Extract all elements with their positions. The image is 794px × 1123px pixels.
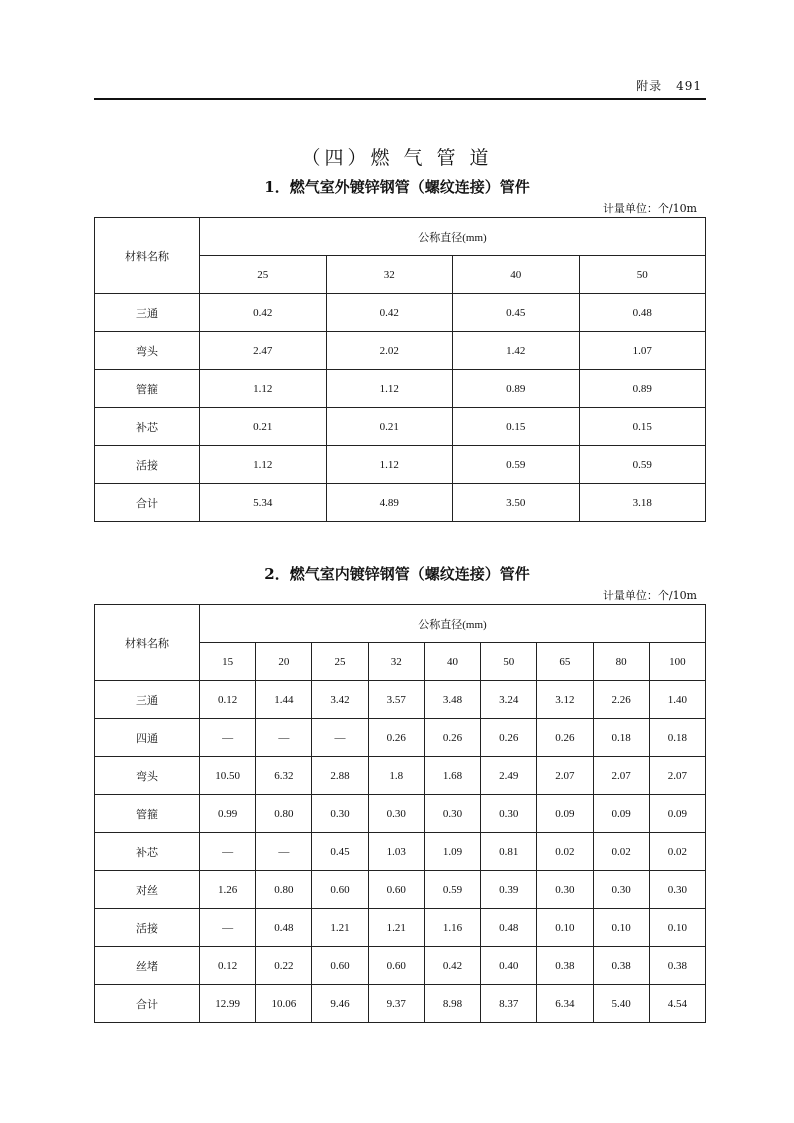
quantity-cell: 0.30 bbox=[481, 795, 537, 833]
material-name: 四通 bbox=[95, 719, 200, 757]
quantity-cell: 0.89 bbox=[579, 370, 706, 408]
material-name: 补芯 bbox=[95, 833, 200, 871]
material-name: 对丝 bbox=[95, 871, 200, 909]
quantity-cell: 0.30 bbox=[424, 795, 480, 833]
material-name: 三通 bbox=[95, 294, 200, 332]
quantity-cell: 0.02 bbox=[593, 833, 649, 871]
quantity-cell: 1.16 bbox=[424, 909, 480, 947]
quantity-cell: 0.45 bbox=[453, 294, 580, 332]
header-rule bbox=[94, 98, 706, 100]
quantity-cell: 0.30 bbox=[312, 795, 368, 833]
quantity-cell: 12.99 bbox=[200, 985, 256, 1023]
table-row bbox=[95, 370, 706, 408]
diameter-header: 100 bbox=[649, 643, 705, 681]
quantity-cell: 0.89 bbox=[453, 370, 580, 408]
section-title: （四）燃 气 管 道 bbox=[301, 147, 493, 169]
quantity-cell: — bbox=[200, 833, 256, 871]
quantity-cell: 0.12 bbox=[200, 681, 256, 719]
quantity-cell: — bbox=[312, 719, 368, 757]
quantity-cell: 0.48 bbox=[579, 294, 706, 332]
material-name: 活接 bbox=[95, 446, 200, 484]
quantity-cell: 0.59 bbox=[424, 871, 480, 909]
quantity-cell: 1.68 bbox=[424, 757, 480, 795]
quantity-cell: 8.98 bbox=[424, 985, 480, 1023]
quantity-cell: 0.21 bbox=[326, 408, 453, 446]
material-name-header: 材料名称 bbox=[95, 605, 200, 681]
quantity-cell: 0.99 bbox=[200, 795, 256, 833]
quantity-cell: 0.42 bbox=[200, 294, 327, 332]
table2-unit: 计量单位：个/10m bbox=[602, 589, 697, 602]
diameter-header: 50 bbox=[481, 643, 537, 681]
quantity-cell: 9.46 bbox=[312, 985, 368, 1023]
quantity-cell: 0.38 bbox=[593, 947, 649, 985]
quantity-cell: 10.06 bbox=[256, 985, 312, 1023]
table2-title: 2．燃气室内镀锌钢管（螺纹连接）管件 bbox=[264, 565, 530, 583]
quantity-cell: 1.8 bbox=[368, 757, 424, 795]
quantity-cell: 1.09 bbox=[424, 833, 480, 871]
quantity-cell: 0.26 bbox=[537, 719, 593, 757]
table-row bbox=[95, 757, 706, 795]
quantity-cell: 0.60 bbox=[368, 947, 424, 985]
quantity-cell: 3.48 bbox=[424, 681, 480, 719]
quantity-cell: 2.02 bbox=[326, 332, 453, 370]
quantity-cell: 0.15 bbox=[579, 408, 706, 446]
diameter-group-header: 公称直径(mm) bbox=[200, 218, 706, 256]
quantity-cell: 0.40 bbox=[481, 947, 537, 985]
quantity-cell: 4.89 bbox=[326, 484, 453, 522]
quantity-cell: 0.60 bbox=[312, 947, 368, 985]
diameter-header: 40 bbox=[424, 643, 480, 681]
diameter-header: 32 bbox=[368, 643, 424, 681]
quantity-cell: 1.03 bbox=[368, 833, 424, 871]
quantity-cell: 1.12 bbox=[200, 446, 327, 484]
material-name: 丝堵 bbox=[95, 947, 200, 985]
quantity-cell: 0.45 bbox=[312, 833, 368, 871]
diameter-header: 20 bbox=[256, 643, 312, 681]
quantity-cell: 3.18 bbox=[579, 484, 706, 522]
quantity-cell: 5.40 bbox=[593, 985, 649, 1023]
quantity-cell: 3.12 bbox=[537, 681, 593, 719]
quantity-cell: 9.37 bbox=[368, 985, 424, 1023]
quantity-cell: 0.39 bbox=[481, 871, 537, 909]
quantity-cell: 1.12 bbox=[326, 446, 453, 484]
table1-unit: 计量单位：个/10m bbox=[602, 202, 697, 215]
header-row bbox=[95, 218, 706, 256]
quantity-cell: 0.09 bbox=[593, 795, 649, 833]
quantity-cell: — bbox=[200, 909, 256, 947]
quantity-cell: — bbox=[200, 719, 256, 757]
diameter-header: 80 bbox=[593, 643, 649, 681]
diameter-header: 32 bbox=[326, 256, 453, 294]
material-name: 合计 bbox=[95, 484, 200, 522]
quantity-cell: 8.37 bbox=[481, 985, 537, 1023]
quantity-cell: 1.12 bbox=[200, 370, 327, 408]
quantity-cell: 2.07 bbox=[537, 757, 593, 795]
quantity-cell: 0.60 bbox=[312, 871, 368, 909]
table-row bbox=[95, 294, 706, 332]
quantity-cell: 0.10 bbox=[537, 909, 593, 947]
quantity-cell: — bbox=[256, 719, 312, 757]
header-row bbox=[95, 605, 706, 643]
table-row bbox=[95, 719, 706, 757]
quantity-cell: 0.22 bbox=[256, 947, 312, 985]
quantity-cell: — bbox=[256, 833, 312, 871]
quantity-cell: 0.42 bbox=[424, 947, 480, 985]
material-name-header: 材料名称 bbox=[95, 218, 200, 294]
quantity-cell: 2.07 bbox=[649, 757, 705, 795]
page-number: 491 bbox=[676, 79, 702, 93]
quantity-cell: 0.59 bbox=[453, 446, 580, 484]
quantity-cell: 0.12 bbox=[200, 947, 256, 985]
quantity-cell: 1.44 bbox=[256, 681, 312, 719]
quantity-cell: 0.26 bbox=[368, 719, 424, 757]
quantity-cell: 1.21 bbox=[312, 909, 368, 947]
material-name: 合计 bbox=[95, 985, 200, 1023]
diameter-group-header: 公称直径(mm) bbox=[200, 605, 706, 643]
quantity-cell: 0.02 bbox=[537, 833, 593, 871]
quantity-cell: 0.38 bbox=[537, 947, 593, 985]
quantity-cell: 0.48 bbox=[256, 909, 312, 947]
quantity-cell: 0.10 bbox=[593, 909, 649, 947]
quantity-cell: 1.42 bbox=[453, 332, 580, 370]
material-name: 弯头 bbox=[95, 332, 200, 370]
quantity-cell: 0.09 bbox=[649, 795, 705, 833]
table1 bbox=[94, 217, 706, 522]
table1-title: 1．燃气室外镀锌钢管（螺纹连接）管件 bbox=[264, 178, 530, 196]
material-name: 管箍 bbox=[95, 370, 200, 408]
material-name: 活接 bbox=[95, 909, 200, 947]
quantity-cell: 0.81 bbox=[481, 833, 537, 871]
quantity-cell: 0.48 bbox=[481, 909, 537, 947]
quantity-cell: 0.60 bbox=[368, 871, 424, 909]
quantity-cell: 0.15 bbox=[453, 408, 580, 446]
quantity-cell: 2.49 bbox=[481, 757, 537, 795]
quantity-cell: 4.54 bbox=[649, 985, 705, 1023]
table-row bbox=[95, 446, 706, 484]
quantity-cell: 6.34 bbox=[537, 985, 593, 1023]
quantity-cell: 3.42 bbox=[312, 681, 368, 719]
quantity-cell: 10.50 bbox=[200, 757, 256, 795]
quantity-cell: 1.07 bbox=[579, 332, 706, 370]
quantity-cell: 2.26 bbox=[593, 681, 649, 719]
table-row bbox=[95, 985, 706, 1023]
quantity-cell: 1.26 bbox=[200, 871, 256, 909]
quantity-cell: 1.12 bbox=[326, 370, 453, 408]
quantity-cell: 3.50 bbox=[453, 484, 580, 522]
quantity-cell: 1.21 bbox=[368, 909, 424, 947]
diameter-header: 25 bbox=[200, 256, 327, 294]
quantity-cell: 0.09 bbox=[537, 795, 593, 833]
quantity-cell: 0.80 bbox=[256, 871, 312, 909]
quantity-cell: 0.18 bbox=[593, 719, 649, 757]
quantity-cell: 3.24 bbox=[481, 681, 537, 719]
quantity-cell: 3.57 bbox=[368, 681, 424, 719]
quantity-cell: 0.30 bbox=[537, 871, 593, 909]
quantity-cell: 0.38 bbox=[649, 947, 705, 985]
quantity-cell: 0.21 bbox=[200, 408, 327, 446]
quantity-cell: 0.59 bbox=[579, 446, 706, 484]
diameter-header: 40 bbox=[453, 256, 580, 294]
material-name: 管箍 bbox=[95, 795, 200, 833]
quantity-cell: 1.40 bbox=[649, 681, 705, 719]
quantity-cell: 0.18 bbox=[649, 719, 705, 757]
table2 bbox=[94, 604, 706, 1023]
table-row bbox=[95, 871, 706, 909]
material-name: 弯头 bbox=[95, 757, 200, 795]
diameter-header: 50 bbox=[579, 256, 706, 294]
quantity-cell: 0.10 bbox=[649, 909, 705, 947]
quantity-cell: 0.30 bbox=[368, 795, 424, 833]
quantity-cell: 0.26 bbox=[481, 719, 537, 757]
table-row bbox=[95, 795, 706, 833]
quantity-cell: 2.07 bbox=[593, 757, 649, 795]
table-row bbox=[95, 332, 706, 370]
quantity-cell: 0.30 bbox=[593, 871, 649, 909]
quantity-cell: 2.88 bbox=[312, 757, 368, 795]
quantity-cell: 5.34 bbox=[200, 484, 327, 522]
table-row bbox=[95, 681, 706, 719]
table-row bbox=[95, 408, 706, 446]
material-name: 三通 bbox=[95, 681, 200, 719]
material-name: 补芯 bbox=[95, 408, 200, 446]
quantity-cell: 2.47 bbox=[200, 332, 327, 370]
table-row bbox=[95, 484, 706, 522]
table-row bbox=[95, 947, 706, 985]
header-label: 附录 bbox=[636, 79, 663, 93]
diameter-header: 15 bbox=[200, 643, 256, 681]
quantity-cell: 6.32 bbox=[256, 757, 312, 795]
quantity-cell: 0.30 bbox=[649, 871, 705, 909]
running-header bbox=[636, 77, 702, 94]
table-row bbox=[95, 833, 706, 871]
table-row bbox=[95, 909, 706, 947]
quantity-cell: 0.80 bbox=[256, 795, 312, 833]
quantity-cell: 0.02 bbox=[649, 833, 705, 871]
quantity-cell: 0.26 bbox=[424, 719, 480, 757]
quantity-cell: 0.42 bbox=[326, 294, 453, 332]
diameter-header: 65 bbox=[537, 643, 593, 681]
diameter-header: 25 bbox=[312, 643, 368, 681]
